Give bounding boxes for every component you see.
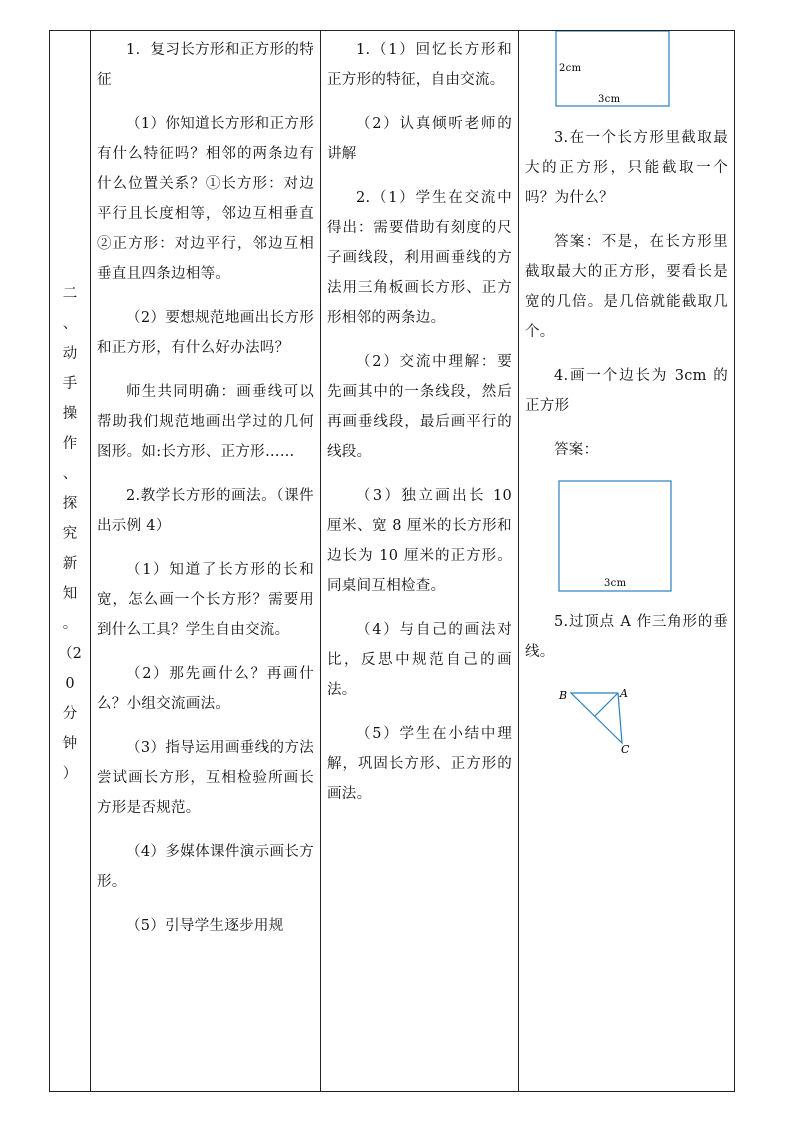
rectangle-side-label: 2cm xyxy=(559,63,582,74)
teacher-paragraph: 1．复习长方形和正方形的特征 xyxy=(97,42,314,88)
stage-char: 、 xyxy=(62,316,78,332)
student-paragraph: （2）交流中理解：要先画其中的一条线段，然后再画垂线段，最后画平行的线段。 xyxy=(327,354,512,460)
stage-char: 究 xyxy=(62,526,78,542)
square-shape xyxy=(559,481,671,591)
triangle-shape xyxy=(571,693,622,743)
question-5: 5.过顶点 A 作三角形的垂线。 xyxy=(525,614,728,660)
student-paragraph: （2）认真倾听老师的讲解 xyxy=(327,116,512,162)
student-paragraph: 2.（1）学生在交流中得出：需要借助有刻度的尺子画线段，利用画垂线的方法用三角板画长方形、正方形相邻的两条边。 xyxy=(327,190,512,326)
stage-char: 、 xyxy=(62,466,78,482)
student-paragraph: （3）独立画出长 10 厘米、宽 8 厘米的长方形和边长为 10 厘米的正方形。同桌间互相检查。 xyxy=(327,488,512,594)
teacher-paragraph: （2）那先画什么？再画什么？小组交流画法。 xyxy=(97,666,314,712)
triangle-vertex-c: C xyxy=(621,743,630,753)
stage-char: 新 xyxy=(62,556,78,572)
triangle-perpendicular-line xyxy=(595,693,618,716)
stage-char: 动 xyxy=(62,346,78,362)
teacher-paragraph: （1）知道了长方形的长和宽，怎么画一个长方形？需要用到什么工具？学生自由交流。 xyxy=(97,562,314,638)
teacher-paragraph: （2）要想规范地画出长方形和正方形，有什么好办法吗？ xyxy=(97,310,314,356)
triangle-vertex-a: A xyxy=(620,687,629,700)
stage-char: 。 xyxy=(62,616,78,632)
teacher-paragraph: 2.教学长方形的画法。（课件出示例 4） xyxy=(97,488,314,534)
stage-char: 操 xyxy=(62,406,78,422)
stage-label xyxy=(50,31,90,789)
question-4-answer: 答案： xyxy=(554,442,599,458)
exercise-cell xyxy=(519,31,735,1092)
exercise-content xyxy=(519,31,734,753)
student-paragraph: （5）学生在小结中理解，巩固长方形、正方形的画法。 xyxy=(327,726,512,802)
rectangle-figure xyxy=(525,31,725,109)
stage-char: 探 xyxy=(62,496,78,512)
stage-char: ） xyxy=(62,766,78,782)
teacher-activity xyxy=(91,31,320,941)
lesson-plan-table xyxy=(49,30,735,1092)
stage-char: 手 xyxy=(62,376,78,392)
stage-char: （2 xyxy=(58,646,82,662)
teacher-paragraph: （3）指导运用画垂线的方法尝试画长方形，互相检验所画长方形是否规范。 xyxy=(97,740,314,816)
question-4: 4.画一个边长为 3cm 的正方形 xyxy=(525,368,728,414)
student-paragraph: （4）与自己的画法对比，反思中规范自己的画法。 xyxy=(327,622,512,698)
teacher-paragraph: 师生共同明确：画垂线可以帮助我们规范地画出学过的几何图形。如:长方形、正方形…… xyxy=(97,384,314,460)
student-paragraph: 1.（1）回忆长方形和正方形的特征，自由交流。 xyxy=(327,42,512,88)
stage-cell xyxy=(50,31,91,1092)
stage-char: 知 xyxy=(62,586,78,602)
triangle-figure xyxy=(525,681,725,753)
student-activity xyxy=(321,31,518,809)
stage-char: 二 xyxy=(62,286,78,302)
stage-char: 分 xyxy=(62,706,78,722)
stage-char: 0 xyxy=(65,676,75,692)
rectangle-bottom-label: 3cm xyxy=(598,94,621,105)
square-figure xyxy=(525,479,725,593)
question-3: 3.在一个长方形里截取最大的正方形，只能截取一个吗？为什么？ xyxy=(525,130,728,206)
stage-char: 钟 xyxy=(62,736,78,752)
stage-char: 作 xyxy=(62,436,78,452)
table-row xyxy=(50,31,735,1092)
triangle-vertex-b: B xyxy=(559,689,568,702)
square-bottom-label: 3cm xyxy=(604,578,627,589)
teacher-paragraph: （1）你知道长方形和正方形有什么特征吗？相邻的两条边有什么位置关系？①长方形：对边平行且长度相等，邻边互相垂直②正方形：对边平行，邻边互相垂直且四条边相等。 xyxy=(97,116,314,282)
teacher-activity-cell xyxy=(91,31,321,1092)
teacher-paragraph: （5）引导学生逐步用规 xyxy=(126,918,284,934)
question-3-answer: 答案：不是，在长方形里截取最大的正方形，要看长是宽的几倍。是几倍就能截取几个。 xyxy=(525,234,728,340)
teacher-paragraph: （4）多媒体课件演示画长方形。 xyxy=(97,844,314,890)
student-activity-cell xyxy=(321,31,519,1092)
